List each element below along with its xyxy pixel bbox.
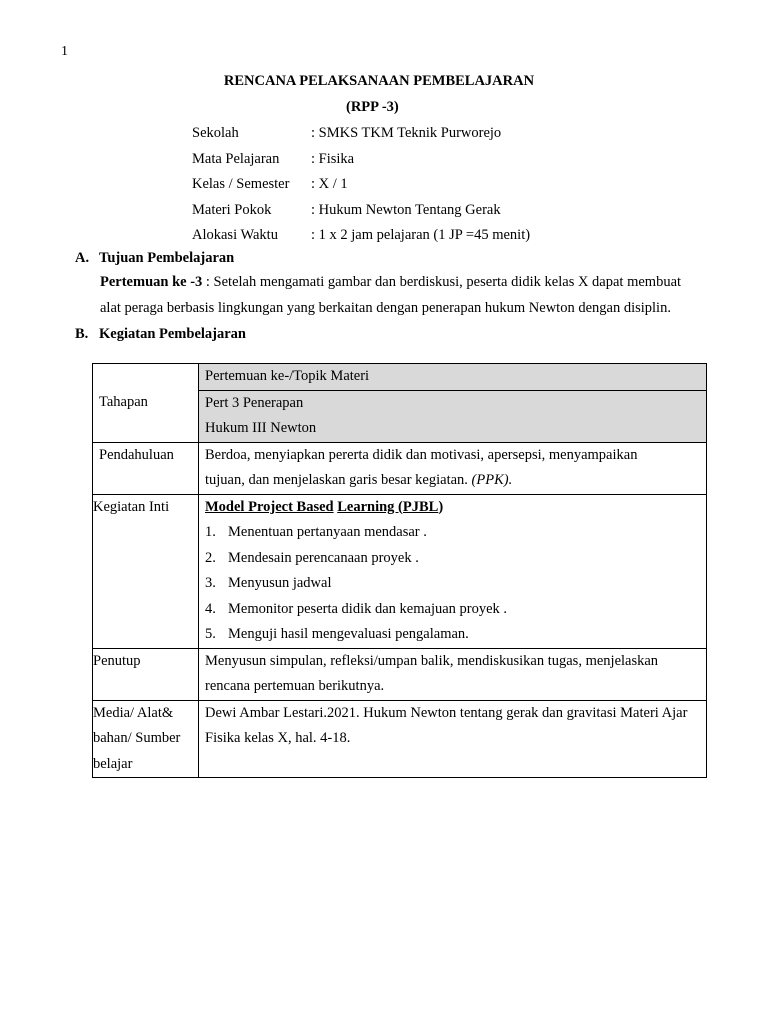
meeting-label: Pertemuan ke -3: [100, 274, 203, 290]
steps-list: [205, 520, 706, 648]
tahapan-header-cell: [93, 364, 199, 443]
topic-line-1: Pert 3 Penerapan: [205, 394, 304, 411]
info-value: : X / 1: [311, 176, 348, 192]
content-line-1: Berdoa, menyiapkan pererta didik dan motivasi, apersepsi, menyampaikan: [205, 446, 638, 463]
stage-line-3: belajar: [93, 755, 133, 772]
paragraph-line-2: alat peraga berbasis lingkungan yang berkaitan dengan penerapan hukum Newton dengan disiplin.: [100, 299, 671, 316]
ppk-note: (PPK).: [471, 472, 513, 488]
tahapan-label: Tahapan: [99, 394, 148, 410]
section-a-heading: [75, 250, 234, 267]
list-text: Memonitor peserta didik dan kemajuan proyek .: [228, 600, 508, 617]
stage-cell: Pendahuluan: [93, 442, 199, 494]
list-text: Menyusun jadwal: [228, 575, 332, 591]
table-row-header-1: [93, 364, 707, 391]
stage-cell: [93, 700, 199, 778]
list-text: Menguji hasil mengevaluasi pengalaman.: [228, 626, 469, 642]
list-item: [205, 571, 706, 597]
content-line-2: Fisika kelas X, hal. 4-18.: [205, 730, 351, 746]
list-number: 2.: [205, 549, 216, 566]
content-line-1: Menyusun simpulan, refleksi/umpan balik, mendiskusikan tugas, menjelaskan: [205, 652, 659, 669]
list-item: [205, 622, 706, 648]
document-title: RENCANA PELAKSANAAN PEMBELAJARAN: [223, 73, 535, 89]
document-subtitle: (RPP -3): [346, 99, 399, 115]
list-item: [205, 546, 706, 572]
info-label: Sekolah: [192, 125, 239, 141]
model-title-part-2: Learning (PJBL: [337, 498, 439, 515]
info-block: [192, 122, 530, 250]
section-title: Kegiatan Pembelajaran: [99, 326, 246, 342]
section-letter: B.: [75, 326, 89, 342]
table-row: [93, 700, 707, 778]
topic-line-2: Hukum III Newton: [205, 420, 317, 436]
stage-line-2: bahan/ Sumber: [93, 730, 181, 746]
info-value: : Hukum Newton Tentang Gerak: [311, 201, 501, 218]
paragraph-text: : Setelah mengamati gambar dan berdiskusi, peserta didik kelas X dapat membuat: [202, 274, 682, 290]
table-row: [93, 442, 707, 494]
list-item: [205, 597, 706, 623]
list-text: Menentuan pertanyaan mendasar .: [228, 524, 427, 540]
list-number: 5.: [205, 626, 216, 642]
section-a-paragraph: [100, 270, 720, 321]
content-text: tujuan, dan menjelaskan garis besar kegiatan.: [205, 472, 472, 488]
list-text: Mendesain perencanaan proyek .: [228, 549, 419, 566]
info-value: : Fisika: [311, 150, 355, 167]
content-line-1: Dewi Ambar Lestari.2021. Hukum Newton tentang gerak dan gravitasi Materi Ajar: [205, 704, 688, 721]
activities-table: [92, 363, 707, 778]
info-row-sekolah: [192, 122, 530, 148]
section-letter: A.: [75, 250, 90, 266]
info-value: : 1 x 2 jam pelajaran (1 JP =45 menit): [311, 227, 531, 243]
page-number: 1: [61, 44, 68, 59]
content-cell: [199, 648, 707, 700]
topic-cell: [199, 390, 707, 442]
info-row-mata-pelajaran: [192, 148, 530, 174]
content-line-2: rencana pertemuan berikutnya.: [205, 678, 385, 694]
paragraph-line-1: [100, 270, 720, 296]
info-value: : SMKS TKM Teknik Purworejo: [311, 125, 502, 141]
list-number: 1.: [205, 524, 216, 540]
section-b-heading: [75, 326, 246, 343]
info-label: Kelas / Semester: [192, 176, 290, 192]
stage-cell: Penutup: [93, 648, 199, 700]
model-title: [205, 495, 706, 521]
info-row-alokasi-waktu: [192, 224, 530, 250]
content-line-2: [205, 468, 706, 494]
table-row: [93, 648, 707, 700]
list-number: 3.: [205, 575, 216, 591]
info-label: Alokasi Waktu: [192, 227, 278, 243]
info-row-kelas-semester: [192, 173, 530, 199]
stage-cell: Kegiatan Inti: [93, 494, 199, 648]
content-cell: [199, 700, 707, 778]
table-row: [93, 494, 707, 648]
list-item: [205, 520, 706, 546]
section-title: Tujuan Pembelajaran: [99, 250, 235, 266]
topic-header-cell: Pertemuan ke-/Topik Materi: [199, 364, 707, 391]
info-label: Mata Pelajaran: [192, 150, 280, 167]
info-label: Materi Pokok: [192, 201, 272, 218]
content-cell: [199, 442, 707, 494]
model-title-part-1: Model Project Based: [205, 498, 334, 515]
model-title-close: ): [438, 498, 444, 515]
info-row-materi-pokok: [192, 199, 530, 225]
list-number: 4.: [205, 600, 216, 617]
content-cell: [199, 494, 707, 648]
stage-line-1: Media/ Alat&: [93, 704, 174, 721]
